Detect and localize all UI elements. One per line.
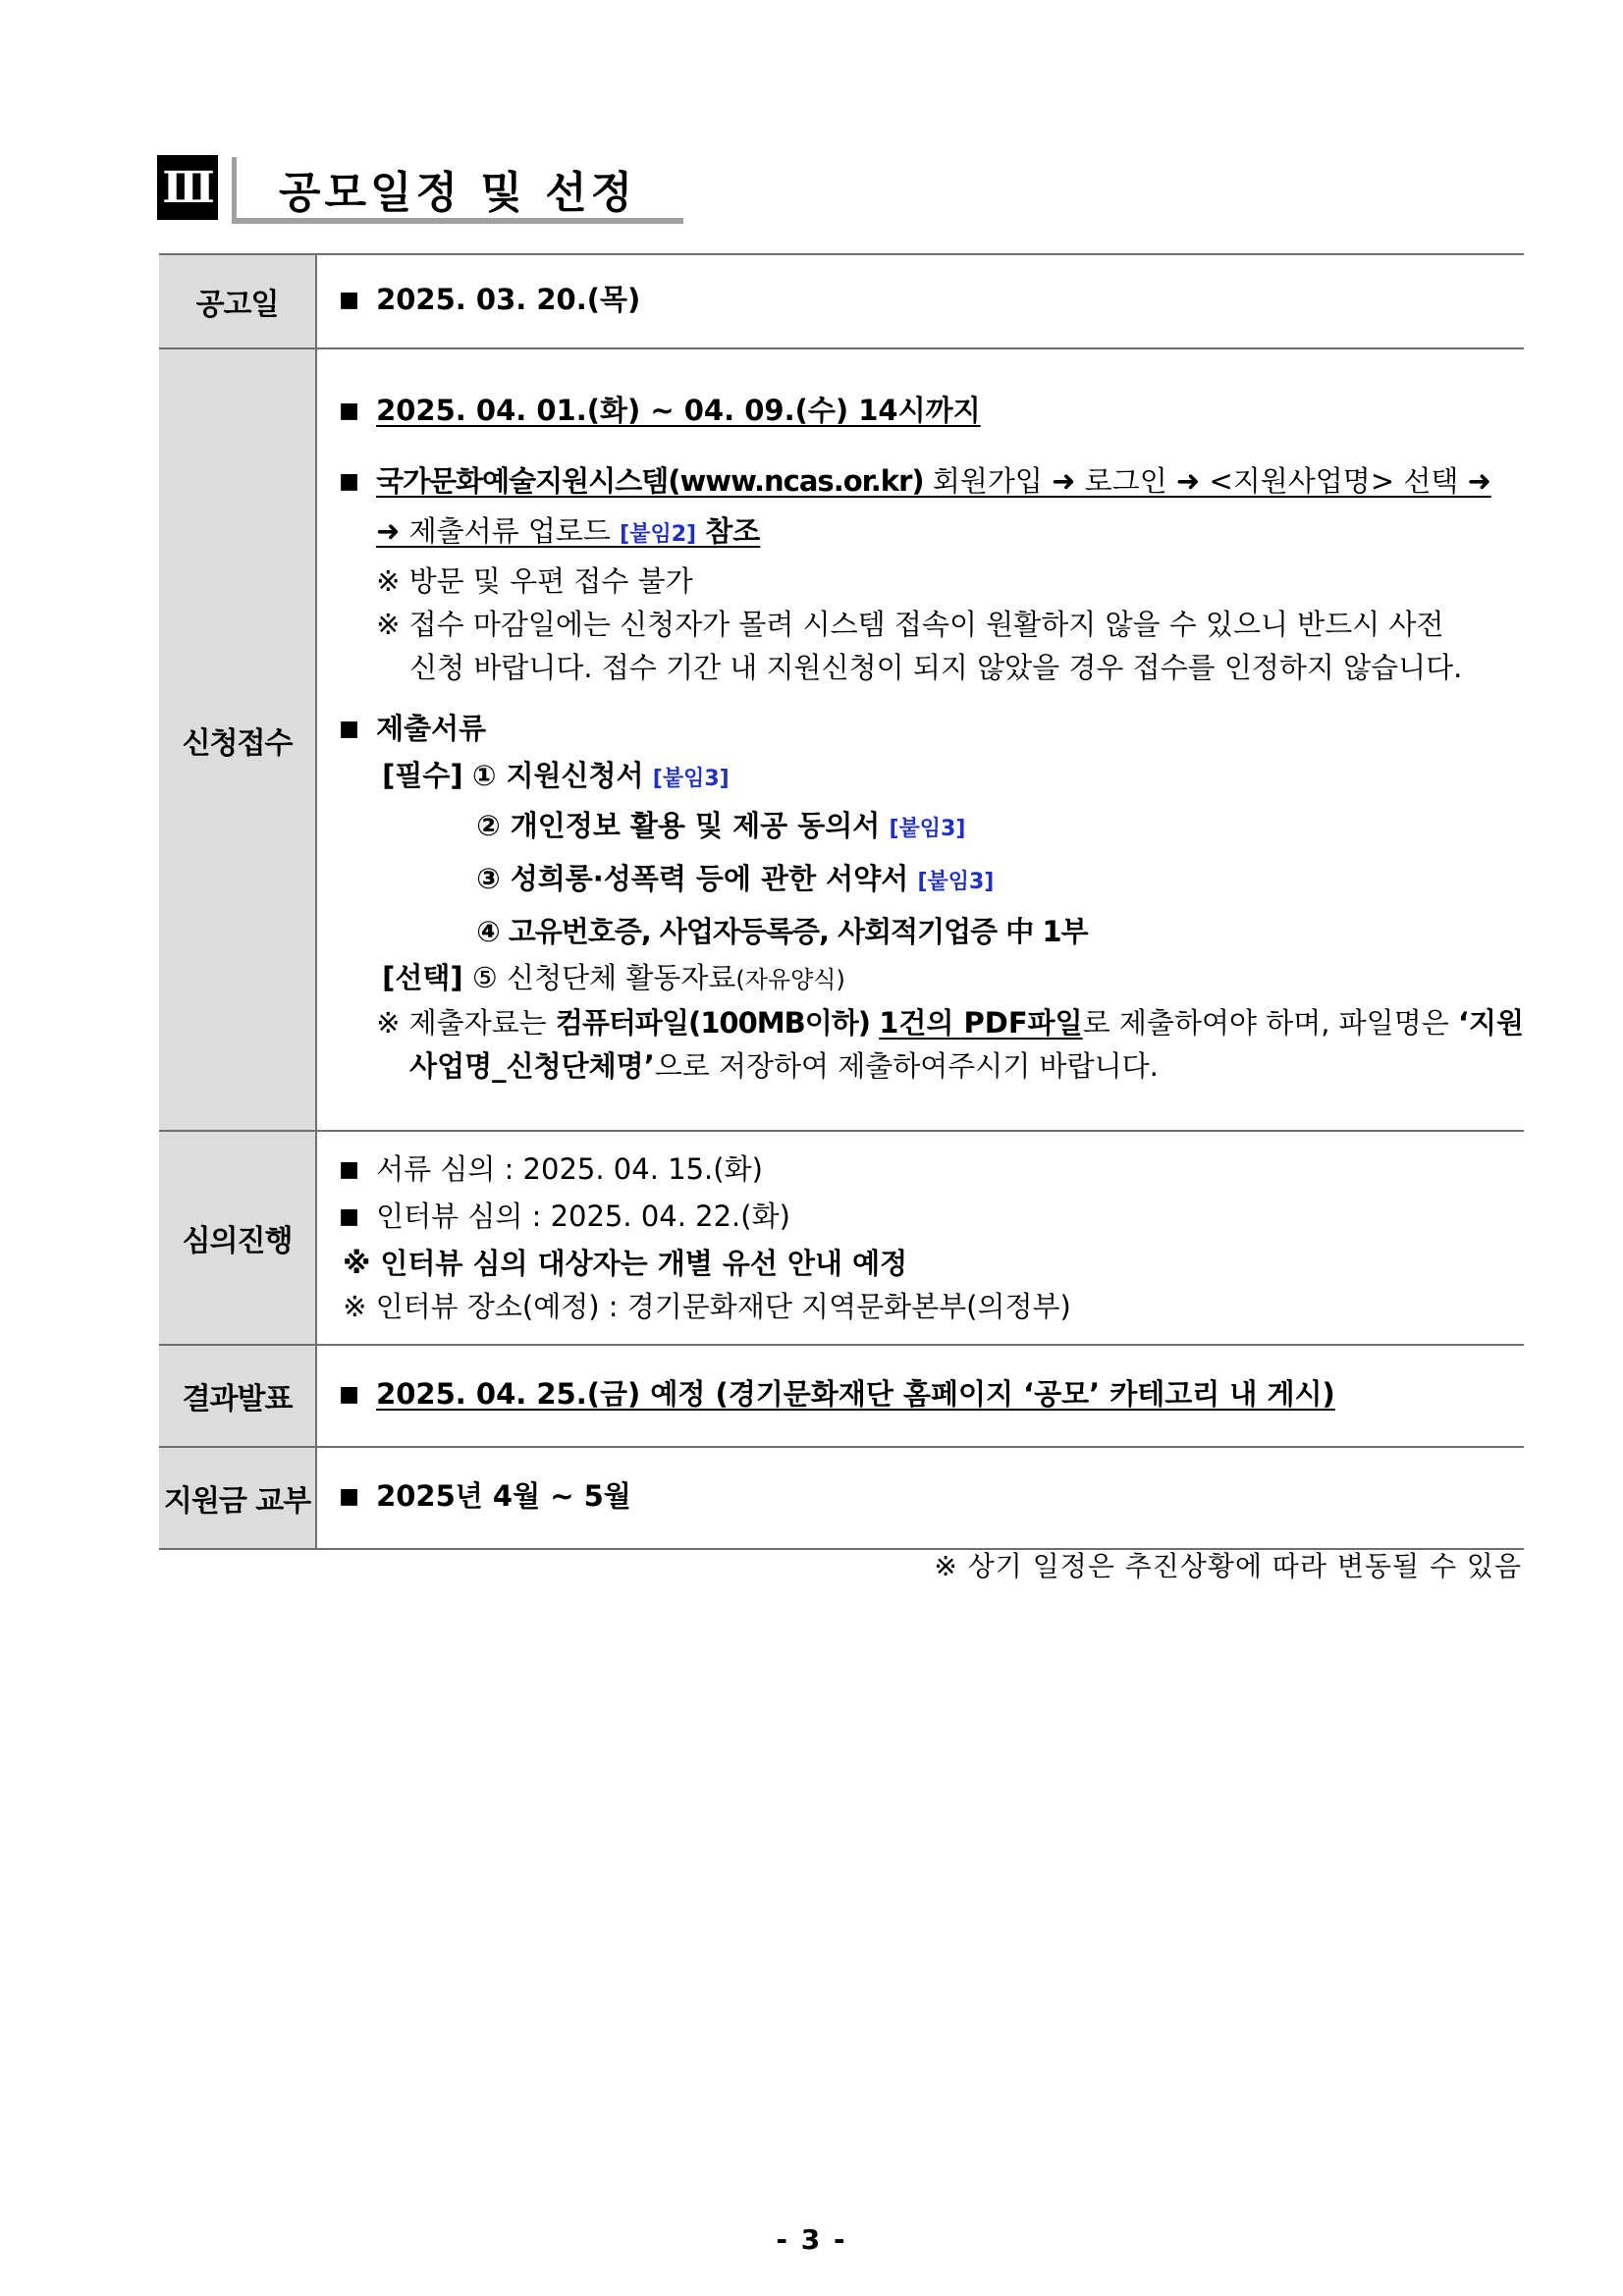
row-announce bbox=[159, 254, 1524, 348]
label-grant: 지원금 교부 bbox=[159, 1447, 316, 1549]
announce-date: 2025. 03. 20.(목) bbox=[376, 283, 641, 316]
optional-label: [선택] bbox=[382, 960, 463, 994]
label-apply: 신청접수 bbox=[159, 348, 316, 1131]
note-deadline-1: ※ 접수 마감일에는 신청자가 몰려 시스템 접속이 원활하지 않을 수 있으니 반드시 사전 bbox=[376, 607, 1444, 641]
row-grant bbox=[159, 1447, 1524, 1549]
doc-5: ⑤ 신청단체 활동자료 bbox=[471, 960, 736, 994]
file-note-e: ‘지원 bbox=[1457, 1005, 1524, 1040]
grant-period: 2025년 4월 ~ 5월 bbox=[376, 1479, 631, 1513]
content-result bbox=[316, 1345, 1524, 1447]
bullet-icon: ■ bbox=[339, 288, 359, 312]
system-steps: 회원가입 ➜ 로그인 ➜ <지원사업명> 선택 ➜ bbox=[923, 463, 1491, 498]
file-note-a: ※ 제출자료는 bbox=[376, 1005, 556, 1040]
interview-note: ※ 인터뷰 심의 대상자는 개별 유선 안내 예정 bbox=[343, 1247, 908, 1280]
doc-3: ③ 성희롱·성폭력 등에 관한 서약서 bbox=[476, 861, 909, 895]
file-note-f: 사업명_신청단체명’ bbox=[409, 1048, 655, 1083]
result-date: 2025. 04. 25.(금) 예정 bbox=[376, 1377, 706, 1411]
section-number: Ⅲ bbox=[157, 155, 218, 220]
content-apply bbox=[316, 348, 1524, 1131]
doc-review-date: 서류 심의 : 2025. 04. 15.(화) bbox=[376, 1152, 763, 1186]
result-detail: (경기문화재단 홈페이지 ‘공모’ 카테고리 내 게시) bbox=[715, 1377, 1335, 1411]
upload-text: ➜ 제출서류 업로드 bbox=[376, 513, 611, 548]
system-name: 국가문화예술지원시스템(www.ncas.or.kr) bbox=[376, 463, 924, 498]
doc-5-note: (자유양식) bbox=[735, 965, 845, 993]
docs-title: 제출서류 bbox=[376, 711, 487, 745]
note-deadline-2: 신청 바랍니다. 접수 기간 내 지원신청이 되지 않았을 경우 접수를 인정하지 않습니다. bbox=[409, 650, 1463, 684]
label-announce: 공고일 bbox=[159, 254, 316, 348]
label-result: 결과발표 bbox=[159, 1345, 316, 1447]
section-title: 공모일정 및 선정 bbox=[279, 168, 637, 218]
doc-4: ④ 고유번호증, 사업자등록증, 사회적기업증 中 1부 bbox=[476, 914, 1088, 948]
apply-period: 2025. 04. 01.(화) ~ 04. 09.(수) 14시까지 bbox=[376, 393, 981, 427]
required-label: [필수] bbox=[382, 758, 463, 792]
bullet-icon: ■ bbox=[339, 716, 359, 741]
interview-date: 인터뷰 심의 : 2025. 04. 22.(화) bbox=[376, 1200, 790, 1233]
schedule-table bbox=[159, 253, 1524, 1550]
bullet-icon: ■ bbox=[339, 1204, 359, 1229]
doc-1: ① 지원신청서 bbox=[471, 758, 644, 792]
doc-2-ref: [붙임3] bbox=[889, 816, 966, 841]
section-header bbox=[157, 155, 687, 224]
bullet-icon: ■ bbox=[339, 1382, 359, 1407]
content-review bbox=[316, 1131, 1524, 1345]
file-note-b: 컴퓨터파일(100MB이하) bbox=[555, 1005, 870, 1040]
row-review bbox=[159, 1131, 1524, 1345]
doc-2: ② 개인정보 활용 및 제공 동의서 bbox=[476, 808, 881, 842]
content-announce bbox=[316, 254, 1524, 348]
interview-place: ※ 인터뷰 장소(예정) : 경기문화재단 지역문화본부(의정부) bbox=[343, 1290, 1071, 1323]
note-no-visit: ※ 방문 및 우편 접수 불가 bbox=[376, 563, 693, 598]
row-apply bbox=[159, 348, 1524, 1131]
upload-ref: [붙임2] bbox=[620, 521, 697, 547]
bullet-icon: ■ bbox=[339, 398, 359, 423]
file-note-d: 로 제출하여야 하며, 파일명은 bbox=[1082, 1005, 1458, 1040]
bullet-icon: ■ bbox=[339, 1157, 359, 1182]
upload-suffix: 참조 bbox=[705, 513, 761, 548]
file-note-c: 1건의 PDF파일 bbox=[879, 1005, 1083, 1040]
doc-1-ref: [붙임3] bbox=[652, 766, 730, 791]
bullet-icon: ■ bbox=[339, 468, 359, 494]
schedule-footnote: ※ 상기 일정은 추진상황에 따라 변동될 수 있음 bbox=[934, 1550, 1522, 1582]
file-note-g: 으로 저장하여 제출하여주시기 바랍니다. bbox=[654, 1048, 1159, 1083]
doc-3-ref: [붙임3] bbox=[917, 869, 995, 894]
row-result bbox=[159, 1345, 1524, 1447]
content-grant bbox=[316, 1447, 1524, 1549]
label-review: 심의진행 bbox=[159, 1131, 316, 1345]
page-number: - 3 - bbox=[776, 2223, 847, 2256]
section-divider bbox=[232, 157, 237, 224]
bullet-icon: ■ bbox=[339, 1484, 359, 1509]
